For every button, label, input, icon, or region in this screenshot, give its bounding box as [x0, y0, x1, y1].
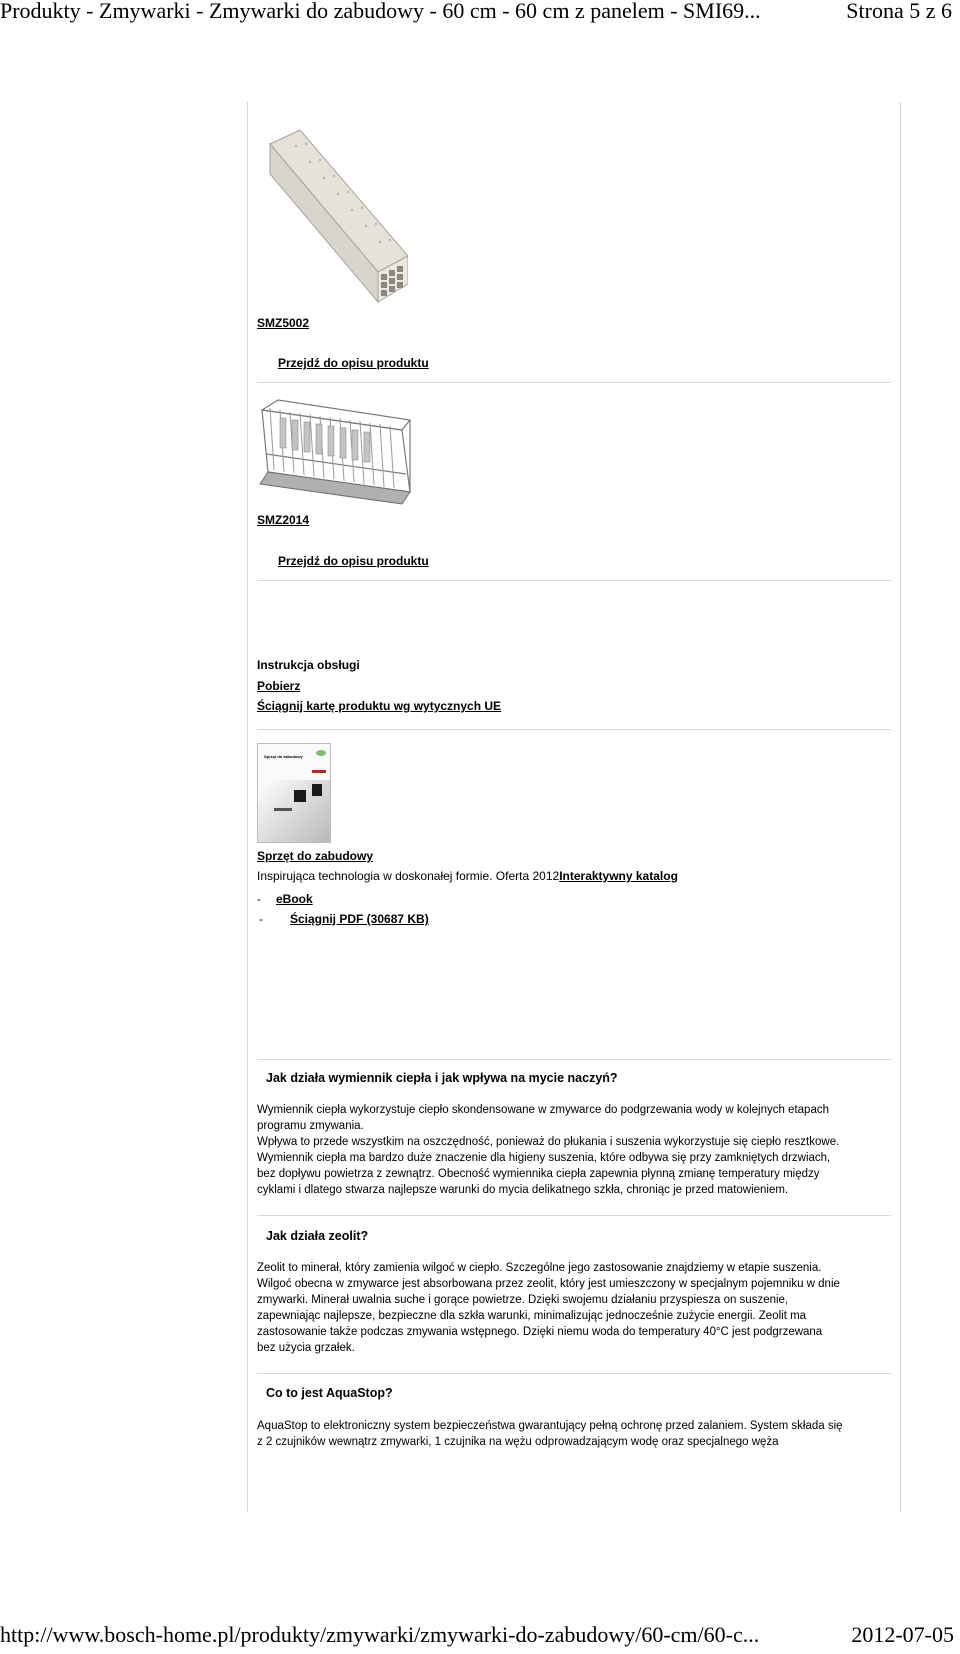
faq-question: Jak działa zeolit? — [266, 1229, 369, 1243]
faq-answer-line: zastosowanie także podczas zmywania wstępnego. Dzięki niemu woda do temperatury 40°C jest podgrzewana — [257, 1326, 823, 1338]
faq-answer-line: Wpływa to przede wszystkim na oszczędność, ponieważ do płukania i suszenia wykorzystuje się ciepło resztkowe. — [257, 1136, 840, 1148]
catalog-cover-handle-icon — [274, 808, 292, 811]
divider — [257, 1215, 891, 1216]
manual-heading: Instrukcja obsługi — [257, 658, 360, 672]
print-header-page: Strona 5 z 6 — [846, 0, 952, 23]
catalog-title-link[interactable]: Sprzęt do zabudowy — [257, 849, 374, 863]
interactive-catalog-link[interactable]: Interaktywny katalog — [559, 869, 678, 883]
product-link-smz5002[interactable]: Przejdź do opisu produktu — [278, 356, 429, 370]
divider — [257, 729, 891, 730]
divider — [257, 1059, 891, 1060]
product-link-smz2014[interactable]: Przejdź do opisu produktu — [278, 554, 429, 568]
catalog-bullet: - — [257, 892, 261, 906]
print-header-title: Produkty - Zmywarki - Zmywarki do zabudowy - 60 cm - 60 cm z panelem - SMI69... — [0, 0, 761, 23]
print-footer — [0, 1622, 960, 1652]
faq-answer-line: Wymiennik ciepła wykorzystuje ciepło skondensowane w zmywarce do podgrzewania wody w kolejnych etapach — [257, 1104, 829, 1116]
faq-answer-line: Wymiennik ciepła ma bardzo duże znaczenie dla higieny suszenia, które odbywa się przy zamkniętych drzwiach, — [257, 1152, 831, 1164]
divider — [257, 1373, 891, 1374]
download-pdf-link[interactable]: Ściągnij PDF (30687 KB) — [290, 912, 429, 926]
faq-answer-line: z 2 czujników wewnątrz zmywarki, 1 czujnika na wężu odprowadzającym wodę oraz specjalnego węża — [257, 1436, 779, 1448]
faq-answer — [257, 1102, 897, 1198]
smz2014-product-image[interactable] — [256, 396, 414, 508]
faq-answer — [257, 1260, 897, 1356]
print-header — [0, 0, 960, 26]
faq-question: Co to jest AquaStop? — [266, 1386, 393, 1400]
smz5002-product-image[interactable] — [266, 124, 408, 304]
faq-answer-line: zmywarki. Minerał uwalnia suche i gorące powietrze. Dzięki swojemu działaniu przyspiesza on suszenie, — [257, 1294, 789, 1306]
catalog-cover-thumbnail[interactable] — [257, 743, 331, 843]
ebook-link[interactable]: eBook — [276, 892, 313, 906]
faq-answer-line: bez dopływu powietrza z zewnątrz. Obecność wymiennika ciepła zapewnia płynną zmianę temperatury między — [257, 1168, 820, 1180]
faq-answer-line: cyklami i dlatego stwarza najlepsze warunki do mycia delikatnego szkła, chroniąc je przed matowieniem. — [257, 1184, 789, 1196]
faq-answer-line: Zeolit to minerał, który zamienia wilgoć w ciepło. Szczególne jego zastosowanie znajdziemy w etapie suszenia. — [257, 1262, 822, 1274]
manual-download-link[interactable]: Pobierz — [257, 679, 301, 693]
catalog-cover-title: Sprzęt do zabudowy — [264, 754, 303, 759]
divider — [257, 382, 891, 383]
product-code-smz2014[interactable]: SMZ2014 — [257, 513, 310, 527]
faq-answer — [257, 1418, 897, 1450]
faq-question: Jak działa wymiennik ciepła i jak wpływa na mycie naczyń? — [266, 1071, 618, 1085]
divider — [257, 580, 891, 581]
faq-answer-line: programu zmywania. — [257, 1120, 364, 1132]
catalog-cover-oven-icon — [312, 784, 322, 796]
bosch-logo-icon — [312, 770, 326, 773]
product-code-smz5002[interactable]: SMZ5002 — [257, 316, 310, 330]
print-footer-url: http://www.bosch-home.pl/produkty/zmywarki/zmywarki-do-zabudowy/60-cm/60-c... — [0, 1622, 760, 1647]
faq-answer-line: bez użycia grzałek. — [257, 1342, 355, 1354]
faq-answer-line: AquaStop to elektroniczny system bezpieczeństwa gwarantujący pełną ochronę przed zalaniem. System składa się — [257, 1420, 843, 1432]
catalog-subtitle: Inspirująca technologia w doskonałej formie. Oferta 2012 — [257, 869, 560, 883]
faq-answer-line: Wilgoć obecna w zmywarce jest absorbowana przez zeolit, który jest umieszczony w specjalnym pojemniku w dnie — [257, 1278, 840, 1290]
print-footer-date: 2012-07-05 — [851, 1622, 954, 1647]
catalog-cover-oven-icon — [294, 790, 306, 802]
faq-answer-line: zapewniając najlepsze, bezpieczne dla szkła warunki, minimalizując jednocześnie zużycie energii. Zeolit ma — [257, 1310, 807, 1322]
catalog-bullet: - — [259, 912, 263, 926]
eu-product-card-link[interactable]: Ściągnij kartę produktu wg wytycznych UE — [257, 699, 502, 713]
catalog-cover-logo-icon — [316, 750, 326, 756]
